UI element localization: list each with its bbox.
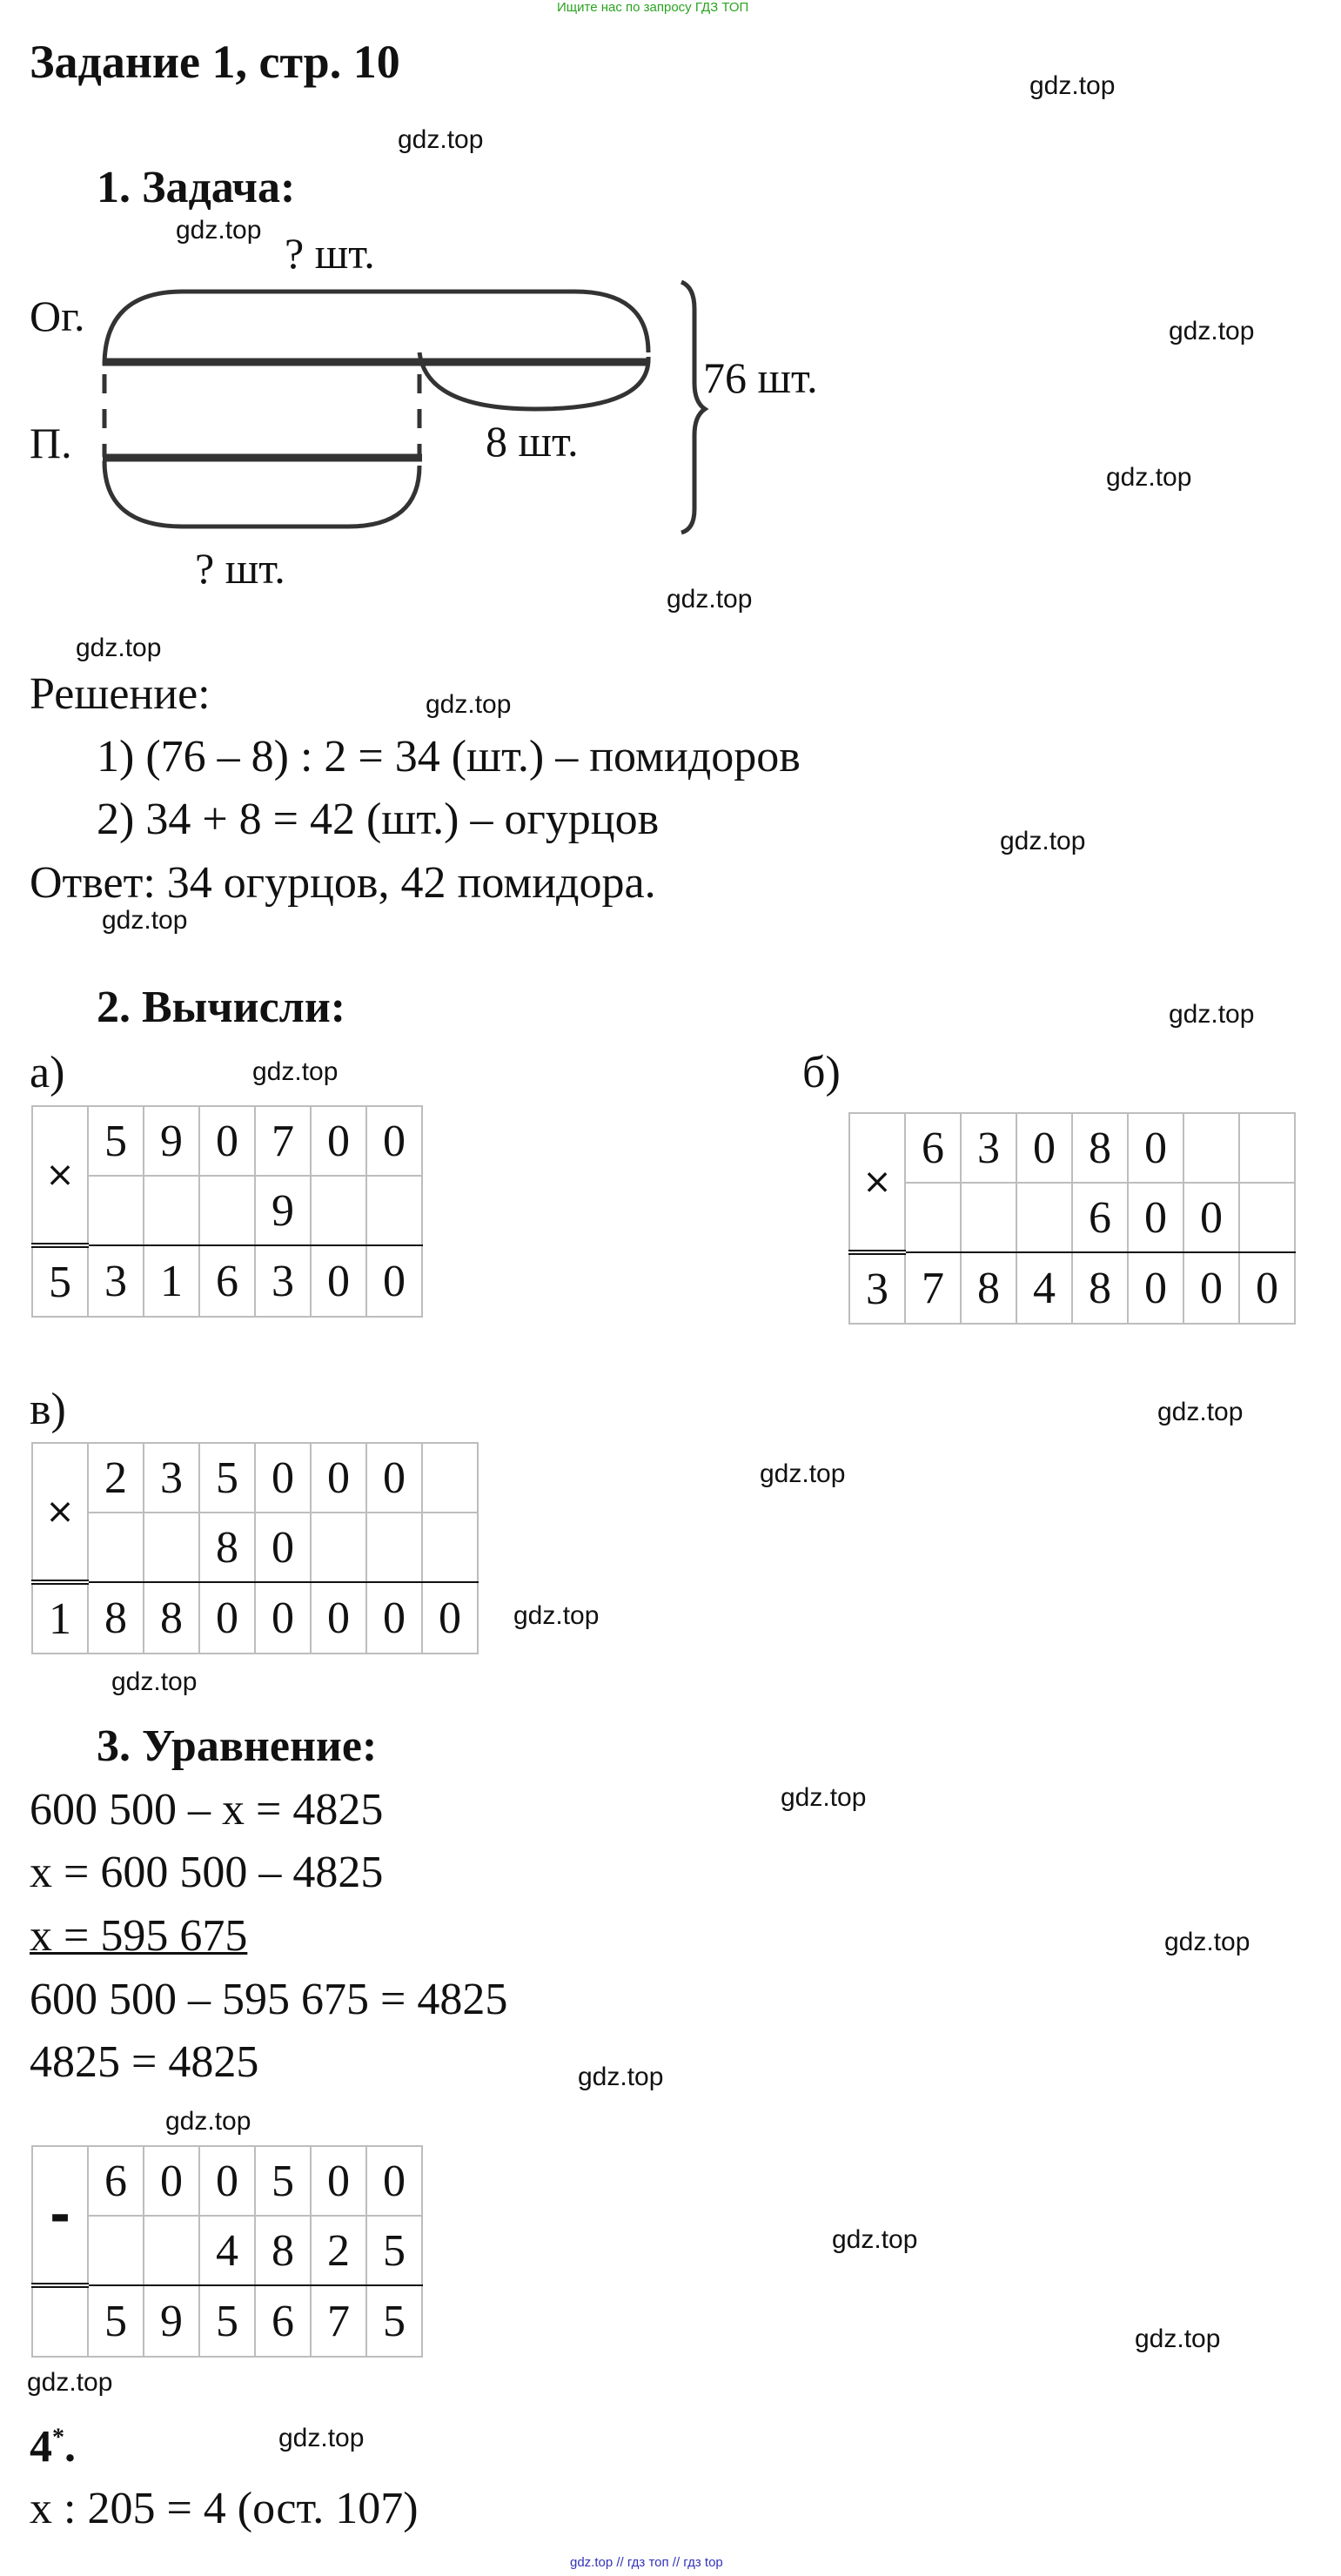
digit-cell: 6 <box>199 1245 255 1317</box>
digit-cell <box>199 1176 255 1245</box>
watermark: gdz.top <box>176 216 262 245</box>
empty-cell <box>32 2285 88 2357</box>
digit-cell: 0 <box>199 1582 255 1654</box>
equation-line-1: 600 500 – х = 4825 <box>30 1785 384 1835</box>
equation-line-5: 4825 = 4825 <box>30 2037 259 2087</box>
digit-cell: 8 <box>961 1252 1016 1324</box>
digit-cell: 8 <box>1072 1113 1128 1183</box>
digit-cell: 9 <box>255 1176 311 1245</box>
watermark: gdz.top <box>1169 317 1255 345</box>
digit-cell: 3 <box>88 1245 144 1317</box>
digit-cell <box>1239 1183 1295 1252</box>
task2-heading: 2. Вычисли: <box>97 983 346 1032</box>
digit-cell <box>905 1183 961 1252</box>
digit-cell: 6 <box>905 1113 961 1183</box>
watermark: gdz.top <box>398 125 484 154</box>
task4-equation: х : 205 = 4 (ост. 107) <box>30 2484 419 2533</box>
digit-cell: 6 <box>1072 1183 1128 1252</box>
answer: Ответ: 34 огурцов, 42 помидора. <box>30 858 656 908</box>
watermark: gdz.top <box>426 690 512 719</box>
digit-cell <box>422 1513 478 1582</box>
task3-heading: 3. Уравнение: <box>97 1721 378 1771</box>
digit-cell: 0 <box>311 1245 366 1317</box>
digit-cell: 0 <box>311 1443 366 1513</box>
digit-cell: 0 <box>1239 1252 1295 1324</box>
digit-cell <box>144 1176 199 1245</box>
digit-cell: 1 <box>32 1582 88 1654</box>
equation-line-3: х = 595 675 <box>30 1911 248 1961</box>
task4-heading <box>30 2421 76 2472</box>
subtraction-check <box>31 2145 423 2358</box>
watermark: gdz.top <box>1029 71 1116 100</box>
digit-cell <box>311 1176 366 1245</box>
digit-cell: 0 <box>1183 1252 1239 1324</box>
digit-cell: 0 <box>1128 1252 1183 1324</box>
watermark: gdz.top <box>667 585 753 614</box>
digit-cell: 3 <box>144 1443 199 1513</box>
digit-cell: 0 <box>366 1582 422 1654</box>
multiplication-a <box>31 1105 423 1318</box>
digit-cell: 4 <box>199 2216 255 2285</box>
digit-cell <box>961 1183 1016 1252</box>
digit-cell: 0 <box>1183 1183 1239 1252</box>
digit-cell: 0 <box>422 1582 478 1654</box>
digit-cell: 8 <box>199 1513 255 1582</box>
digit-cell: 2 <box>311 2216 366 2285</box>
watermark: gdz.top <box>111 1667 198 1696</box>
og-label: Ог. <box>30 292 85 340</box>
watermark: gdz.top <box>1135 2324 1221 2353</box>
digit-cell: 7 <box>255 1106 311 1176</box>
digit-cell: 5 <box>199 2285 255 2357</box>
watermark: gdz.top <box>1169 1000 1255 1029</box>
digit-cell: 5 <box>366 2216 422 2285</box>
task4-number: 4 <box>30 2422 52 2472</box>
digit-cell: 0 <box>311 2146 366 2216</box>
digit-cell <box>422 1443 478 1513</box>
digit-cell: 9 <box>144 1106 199 1176</box>
watermark: gdz.top <box>1164 1928 1250 1956</box>
digit-cell: 3 <box>849 1252 905 1324</box>
p-label: П. <box>30 419 72 467</box>
digit-cell: 7 <box>905 1252 961 1324</box>
digit-cell: 5 <box>88 2285 144 2357</box>
digit-cell: 1 <box>144 1245 199 1317</box>
watermark: gdz.top <box>578 2063 664 2091</box>
digit-cell: 0 <box>1128 1113 1183 1183</box>
extra-label: 8 шт. <box>486 417 579 466</box>
digit-cell <box>1016 1183 1072 1252</box>
digit-cell <box>144 1513 199 1582</box>
digit-cell: 8 <box>255 2216 311 2285</box>
operator-cell: - <box>32 2146 88 2285</box>
solution-step-1: 1) (76 – 8) : 2 = 34 (шт.) – помидоров <box>97 732 801 782</box>
total-brace <box>681 282 705 533</box>
digit-cell: 0 <box>366 1106 422 1176</box>
digit-cell: 0 <box>199 1106 255 1176</box>
top-unknown-label: ? шт. <box>285 229 375 278</box>
watermark: gdz.top <box>781 1783 867 1812</box>
digit-cell <box>1239 1113 1295 1183</box>
solution-label: Решение: <box>30 669 211 719</box>
digit-cell: 8 <box>88 1582 144 1654</box>
digit-cell <box>366 1513 422 1582</box>
digit-cell: 0 <box>255 1513 311 1582</box>
watermark: gdz.top <box>1000 827 1086 855</box>
digit-cell: 5 <box>366 2285 422 2357</box>
watermark: gdz.top <box>513 1601 600 1630</box>
digit-cell: 0 <box>255 1582 311 1654</box>
digit-cell: 5 <box>199 1443 255 1513</box>
label-b: б) <box>802 1048 841 1097</box>
bottom-unknown-label: ? шт. <box>195 544 285 593</box>
digit-cell <box>311 1513 366 1582</box>
label-v: в) <box>30 1385 66 1434</box>
operator-cell: × <box>849 1113 905 1252</box>
solution-step-2: 2) 34 + 8 = 42 (шт.) – огурцов <box>97 795 660 844</box>
digit-cell: 0 <box>1016 1113 1072 1183</box>
digit-cell: 9 <box>144 2285 199 2357</box>
task4-dot: . <box>64 2422 76 2472</box>
watermark: gdz.top <box>278 2424 365 2452</box>
watermark: gdz.top <box>832 2225 918 2254</box>
digit-cell <box>1183 1113 1239 1183</box>
digit-cell: 3 <box>961 1113 1016 1183</box>
digit-cell <box>144 2216 199 2285</box>
multiplication-v <box>31 1442 479 1654</box>
equation-line-4: 600 500 – 595 675 = 4825 <box>30 1975 508 2024</box>
digit-cell: 0 <box>199 2146 255 2216</box>
digit-cell: 8 <box>1072 1252 1128 1324</box>
digit-cell: 0 <box>366 1245 422 1317</box>
digit-cell: 3 <box>255 1245 311 1317</box>
digit-cell: 5 <box>32 1245 88 1317</box>
watermark: gdz.top <box>760 1459 846 1488</box>
digit-cell: 0 <box>311 1582 366 1654</box>
watermark: gdz.top <box>1157 1398 1244 1426</box>
digit-cell: 6 <box>255 2285 311 2357</box>
digit-cell: 0 <box>311 1106 366 1176</box>
watermark: gdz.top <box>76 634 162 662</box>
watermark: gdz.top <box>1106 463 1192 492</box>
task1-heading: 1. Задача: <box>97 163 296 212</box>
digit-cell: 0 <box>366 1443 422 1513</box>
watermark: gdz.top <box>165 2107 251 2136</box>
digit-cell: 6 <box>88 2146 144 2216</box>
digit-cell: 4 <box>1016 1252 1072 1324</box>
top-segment-arc <box>104 292 648 366</box>
page-title: Задание 1, стр. 10 <box>30 36 400 88</box>
digit-cell: 8 <box>144 1582 199 1654</box>
digit-cell: 5 <box>88 1106 144 1176</box>
watermark: gdz.top <box>252 1057 339 1086</box>
digit-cell: 0 <box>144 2146 199 2216</box>
operator-cell: × <box>32 1443 88 1582</box>
operator-cell: × <box>32 1106 88 1245</box>
equation-line-2: х = 600 500 – 4825 <box>30 1848 384 1897</box>
watermark: gdz.top <box>102 906 188 935</box>
watermark: gdz.top <box>27 2368 113 2397</box>
task1-diagram <box>0 0 1341 609</box>
digit-cell: 7 <box>311 2285 366 2357</box>
task4-star: * <box>52 2424 64 2452</box>
digit-cell <box>88 1176 144 1245</box>
digit-cell: 0 <box>366 2146 422 2216</box>
digit-cell: 5 <box>255 2146 311 2216</box>
digit-cell: 0 <box>1128 1183 1183 1252</box>
digit-cell: 2 <box>88 1443 144 1513</box>
digit-cell <box>88 2216 144 2285</box>
digit-cell <box>88 1513 144 1582</box>
top-banner: Ищите нас по запросу ГДЗ ТОП <box>557 0 749 15</box>
digit-cell: 0 <box>255 1443 311 1513</box>
label-a: а) <box>30 1048 65 1097</box>
multiplication-b <box>848 1112 1296 1325</box>
bottom-segment-arc <box>104 461 419 527</box>
digit-cell <box>366 1176 422 1245</box>
total-label: 76 шт. <box>703 353 818 402</box>
bottom-banner: gdz.top // гдз топ // гдз top <box>570 2555 723 2570</box>
